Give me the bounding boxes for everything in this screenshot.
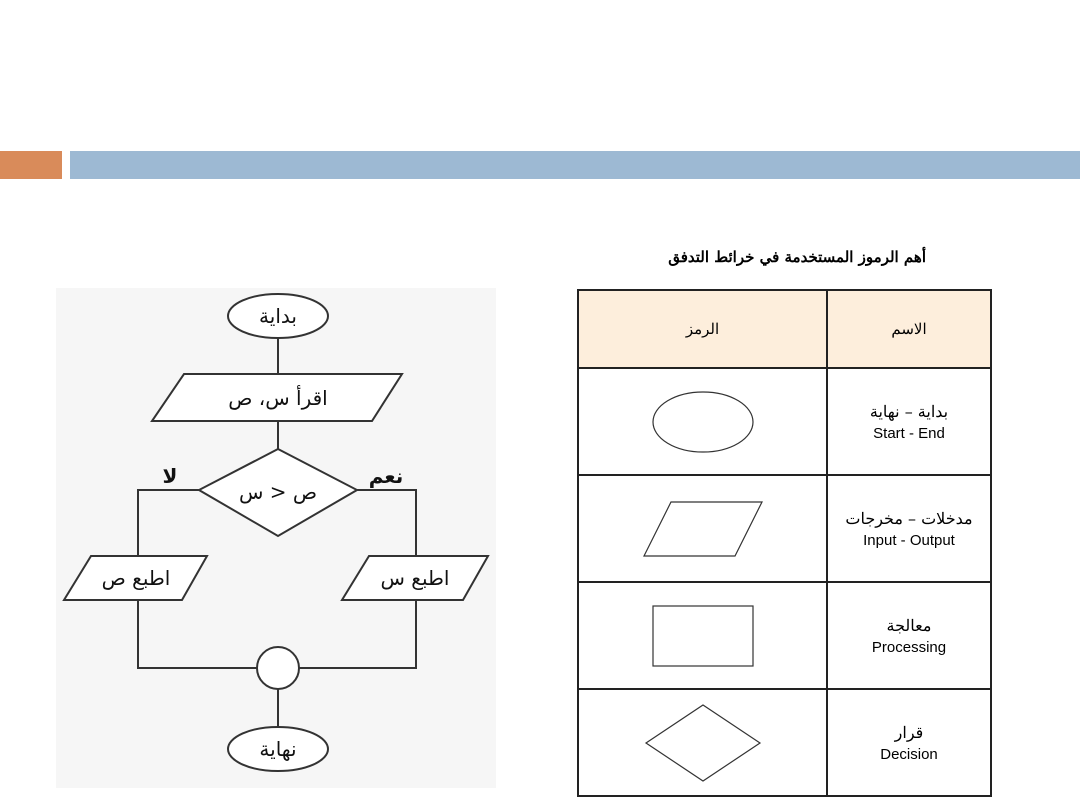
no-label: لا	[162, 464, 178, 488]
connector-print-x-join	[299, 600, 416, 668]
rectangle-icon	[650, 603, 756, 669]
name-arabic: بداية – نهاية	[869, 401, 949, 421]
name-english: Processing	[871, 638, 947, 656]
print-y-label: اطبع ص	[101, 566, 171, 590]
yes-label: نعم	[368, 464, 404, 488]
start-label: بداية	[259, 304, 297, 328]
table-row	[578, 368, 991, 475]
header-symbol: الرمز	[578, 290, 827, 368]
symbols-table	[577, 289, 992, 797]
join-circle	[257, 647, 299, 689]
name-cell	[827, 368, 991, 475]
symbol-cell	[578, 368, 827, 475]
name-english: Decision	[880, 745, 938, 763]
accent-bar-orange	[0, 151, 62, 179]
header-name: الاسم	[827, 290, 991, 368]
symbol-cell	[578, 475, 827, 582]
name-english: Start - End	[873, 424, 945, 442]
diamond-icon	[643, 702, 763, 784]
symbol-cell	[578, 689, 827, 796]
end-label: نهاية	[259, 737, 297, 761]
name-arabic: قرار	[894, 722, 924, 742]
table-row	[578, 475, 991, 582]
name-cell	[827, 689, 991, 796]
flowchart-diagram	[56, 288, 496, 788]
table-row	[578, 582, 991, 689]
accent-bar-blue	[70, 151, 1080, 179]
print-x-label: اطبع س	[380, 566, 450, 590]
name-cell	[827, 475, 991, 582]
condition-label: ص < س	[238, 480, 318, 504]
name-cell	[827, 582, 991, 689]
table-header-row	[578, 290, 991, 368]
read-label: اقرأ س، ص	[228, 386, 328, 410]
parallelogram-icon	[641, 499, 765, 559]
ellipse-icon	[648, 389, 758, 455]
flowchart-panel	[56, 288, 496, 788]
connector-no-branch	[138, 490, 199, 556]
table-row	[578, 689, 991, 796]
symbol-cell	[578, 582, 827, 689]
connector-yes-branch	[357, 490, 416, 556]
connector-print-y-join	[138, 600, 257, 668]
name-arabic: معالجة	[886, 615, 932, 635]
name-english: Input - Output	[863, 531, 955, 549]
name-arabic: مدخلات – مخرجات	[845, 508, 973, 528]
table-title: أهم الرموز المستخدمة في خرائط التدفق	[668, 248, 926, 266]
